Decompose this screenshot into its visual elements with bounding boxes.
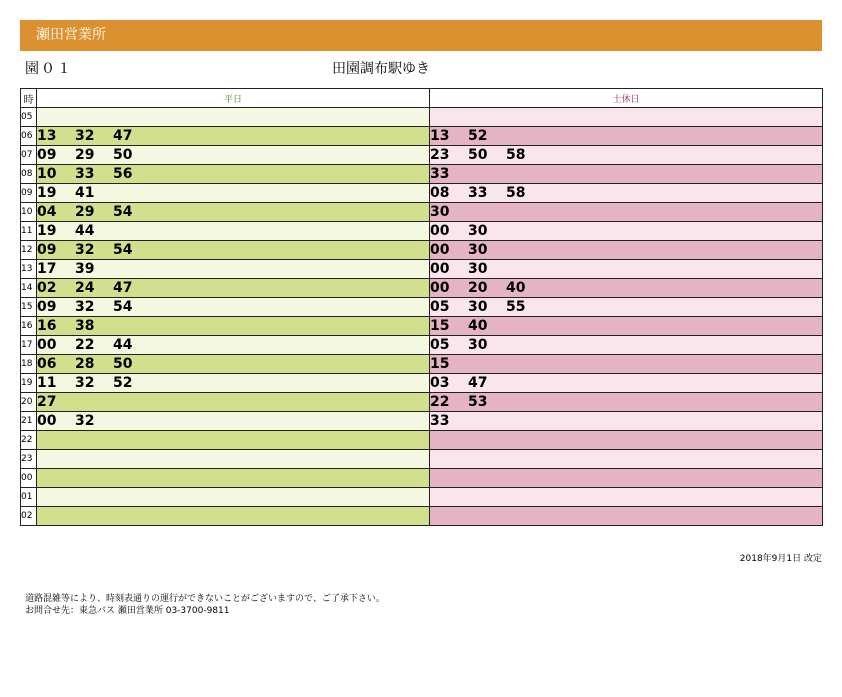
holiday-departure-minute: 30 [468, 337, 488, 353]
weekday-departure-minute: 19 [37, 223, 57, 239]
holiday-departure-minute: 20 [468, 280, 488, 296]
hour-cell: 18 [21, 355, 37, 374]
table-row [21, 108, 823, 127]
weekday-departure-minute: 39 [75, 261, 95, 277]
hour-cell: 06 [21, 127, 37, 146]
holiday-times-cell [430, 374, 823, 393]
weekday-departure-minute: 06 [37, 356, 57, 372]
holiday-departure-minute: 05 [430, 337, 450, 353]
weekday-times-cell [37, 393, 430, 412]
weekday-departure-minute: 47 [113, 280, 133, 296]
weekday-departure-minute: 32 [75, 128, 95, 144]
table-row [21, 298, 823, 317]
holiday-departure-minute: 55 [506, 299, 526, 315]
holiday-times-cell [430, 507, 823, 526]
holiday-times-cell [430, 279, 823, 298]
holiday-departure-minute: 58 [506, 185, 526, 201]
weekday-times-cell [37, 241, 430, 260]
holiday-departure-minute: 50 [468, 147, 488, 163]
holiday-departure-minute: 40 [506, 280, 526, 296]
weekday-departure-minute: 32 [75, 413, 95, 429]
weekday-times-cell [37, 165, 430, 184]
weekday-times-cell [37, 450, 430, 469]
hour-cell: 19 [21, 374, 37, 393]
weekday-times-cell [37, 203, 430, 222]
weekday-departure-minute: 54 [113, 299, 133, 315]
hour-cell: 13 [21, 260, 37, 279]
table-row [21, 127, 823, 146]
weekday-departure-minute: 02 [37, 280, 57, 296]
holiday-times-cell [430, 431, 823, 450]
weekday-times-cell [37, 317, 430, 336]
weekday-departure-minute: 09 [37, 299, 57, 315]
holiday-times-cell [430, 393, 823, 412]
hour-cell: 20 [21, 393, 37, 412]
weekday-departure-minute: 32 [75, 375, 95, 391]
holiday-times-cell [430, 469, 823, 488]
holiday-departure-minute: 22 [430, 394, 450, 410]
holiday-times-cell [430, 450, 823, 469]
holiday-departure-minute: 40 [468, 318, 488, 334]
weekday-departure-minute: 32 [75, 299, 95, 315]
destination-label: 田園調布駅ゆき [332, 61, 430, 77]
hour-cell: 11 [21, 222, 37, 241]
hour-cell: 05 [21, 108, 37, 127]
table-row [21, 469, 823, 488]
weekday-times-cell [37, 507, 430, 526]
weekday-times-cell [37, 355, 430, 374]
weekday-departure-minute: 10 [37, 166, 57, 182]
weekday-departure-minute: 32 [75, 242, 95, 258]
holiday-departure-minute: 30 [468, 223, 488, 239]
weekday-times-cell [37, 260, 430, 279]
weekday-departure-minute: 00 [37, 337, 57, 353]
holiday-times-cell [430, 203, 823, 222]
weekday-times-cell [37, 412, 430, 431]
holiday-departure-minute: 00 [430, 261, 450, 277]
holiday-departure-minute: 23 [430, 147, 450, 163]
delay-notice: 道路混雑等により、時刻表通りの運行ができないことがございますので、ご了承下さい。 [25, 594, 385, 604]
weekday-departure-minute: 56 [113, 166, 133, 182]
office-banner [20, 20, 822, 51]
hour-cell: 16 [21, 317, 37, 336]
holiday-times-cell [430, 412, 823, 431]
weekday-times-cell [37, 431, 430, 450]
office-name: 瀬田営業所 [36, 27, 106, 43]
weekday-departure-minute: 13 [37, 128, 57, 144]
table-row [21, 184, 823, 203]
hour-cell: 01 [21, 488, 37, 507]
weekday-departure-minute: 38 [75, 318, 95, 334]
hour-cell: 09 [21, 184, 37, 203]
route-code: 園０１ [25, 61, 73, 77]
weekday-departure-minute: 54 [113, 204, 133, 220]
holiday-times-cell [430, 165, 823, 184]
hour-column-header: 時 [21, 89, 37, 108]
weekday-departure-minute: 29 [75, 147, 95, 163]
table-row [21, 431, 823, 450]
weekday-times-cell [37, 336, 430, 355]
weekday-times-cell [37, 222, 430, 241]
hour-cell: 23 [21, 450, 37, 469]
holiday-times-cell [430, 127, 823, 146]
holiday-departure-minute: 52 [468, 128, 488, 144]
holiday-departure-minute: 30 [468, 242, 488, 258]
table-row [21, 450, 823, 469]
weekday-departure-minute: 47 [113, 128, 133, 144]
holiday-departure-minute: 33 [468, 185, 488, 201]
holiday-departure-minute: 00 [430, 242, 450, 258]
table-row [21, 336, 823, 355]
weekday-times-cell [37, 127, 430, 146]
hour-cell: 00 [21, 469, 37, 488]
weekday-column-header: 平日 [37, 89, 430, 108]
weekday-departure-minute: 27 [37, 394, 57, 410]
hour-cell: 17 [21, 336, 37, 355]
holiday-departure-minute: 33 [430, 413, 450, 429]
holiday-times-cell [430, 260, 823, 279]
holiday-times-cell [430, 355, 823, 374]
holiday-departure-minute: 05 [430, 299, 450, 315]
weekday-times-cell [37, 279, 430, 298]
holiday-departure-minute: 30 [468, 299, 488, 315]
hour-cell: 10 [21, 203, 37, 222]
weekday-departure-minute: 44 [75, 223, 95, 239]
weekday-departure-minute: 22 [75, 337, 95, 353]
holiday-times-cell [430, 488, 823, 507]
holiday-departure-minute: 47 [468, 375, 488, 391]
weekday-departure-minute: 41 [75, 185, 95, 201]
holiday-times-cell [430, 241, 823, 260]
weekday-departure-minute: 44 [113, 337, 133, 353]
hour-cell: 21 [21, 412, 37, 431]
holiday-departure-minute: 30 [468, 261, 488, 277]
hour-cell: 14 [21, 279, 37, 298]
table-row [21, 165, 823, 184]
holiday-departure-minute: 53 [468, 394, 488, 410]
weekday-departure-minute: 00 [37, 413, 57, 429]
weekday-departure-minute: 16 [37, 318, 57, 334]
hour-cell: 07 [21, 146, 37, 165]
weekday-times-cell [37, 146, 430, 165]
weekday-departure-minute: 50 [113, 147, 133, 163]
holiday-times-cell [430, 298, 823, 317]
weekday-departure-minute: 09 [37, 147, 57, 163]
holiday-departure-minute: 15 [430, 318, 450, 334]
weekday-departure-minute: 52 [113, 375, 133, 391]
holiday-departure-minute: 13 [430, 128, 450, 144]
timetable-header-row [21, 89, 823, 108]
hour-cell: 12 [21, 241, 37, 260]
table-row [21, 279, 823, 298]
contact-info: お問合せ先：東急バス 瀬田営業所 03-3700-9811 [25, 606, 230, 616]
weekday-departure-minute: 50 [113, 356, 133, 372]
weekday-times-cell [37, 298, 430, 317]
holiday-departure-minute: 15 [430, 356, 450, 372]
weekday-times-cell [37, 184, 430, 203]
hour-cell: 08 [21, 165, 37, 184]
holiday-times-cell [430, 184, 823, 203]
revision-date: 2018年9月1日 改定 [739, 554, 822, 564]
weekday-departure-minute: 04 [37, 204, 57, 220]
weekday-times-cell [37, 469, 430, 488]
holiday-departure-minute: 08 [430, 185, 450, 201]
timetable-body [21, 108, 823, 526]
weekday-departure-minute: 28 [75, 356, 95, 372]
table-row [21, 317, 823, 336]
weekday-departure-minute: 33 [75, 166, 95, 182]
table-row [21, 393, 823, 412]
holiday-times-cell [430, 222, 823, 241]
weekday-departure-minute: 09 [37, 242, 57, 258]
table-row [21, 146, 823, 165]
weekday-departure-minute: 19 [37, 185, 57, 201]
holiday-times-cell [430, 146, 823, 165]
table-row [21, 412, 823, 431]
table-row [21, 374, 823, 393]
holiday-times-cell [430, 108, 823, 127]
weekday-times-cell [37, 108, 430, 127]
weekday-departure-minute: 17 [37, 261, 57, 277]
holiday-column-header: 土休日 [430, 89, 823, 108]
table-row [21, 241, 823, 260]
weekday-departure-minute: 11 [37, 375, 57, 391]
table-row [21, 222, 823, 241]
table-row [21, 488, 823, 507]
weekday-departure-minute: 54 [113, 242, 133, 258]
hour-cell: 22 [21, 431, 37, 450]
weekday-departure-minute: 24 [75, 280, 95, 296]
holiday-departure-minute: 00 [430, 280, 450, 296]
hour-cell: 02 [21, 507, 37, 526]
holiday-times-cell [430, 317, 823, 336]
footer-notice [25, 593, 385, 617]
table-row [21, 260, 823, 279]
weekday-times-cell [37, 374, 430, 393]
timetable [20, 88, 823, 526]
table-row [21, 355, 823, 374]
weekday-times-cell [37, 488, 430, 507]
hour-cell: 15 [21, 298, 37, 317]
holiday-departure-minute: 00 [430, 223, 450, 239]
holiday-times-cell [430, 336, 823, 355]
weekday-departure-minute: 29 [75, 204, 95, 220]
table-row [21, 203, 823, 222]
holiday-departure-minute: 58 [506, 147, 526, 163]
holiday-departure-minute: 30 [430, 204, 450, 220]
holiday-departure-minute: 03 [430, 375, 450, 391]
holiday-departure-minute: 33 [430, 166, 450, 182]
table-row [21, 507, 823, 526]
